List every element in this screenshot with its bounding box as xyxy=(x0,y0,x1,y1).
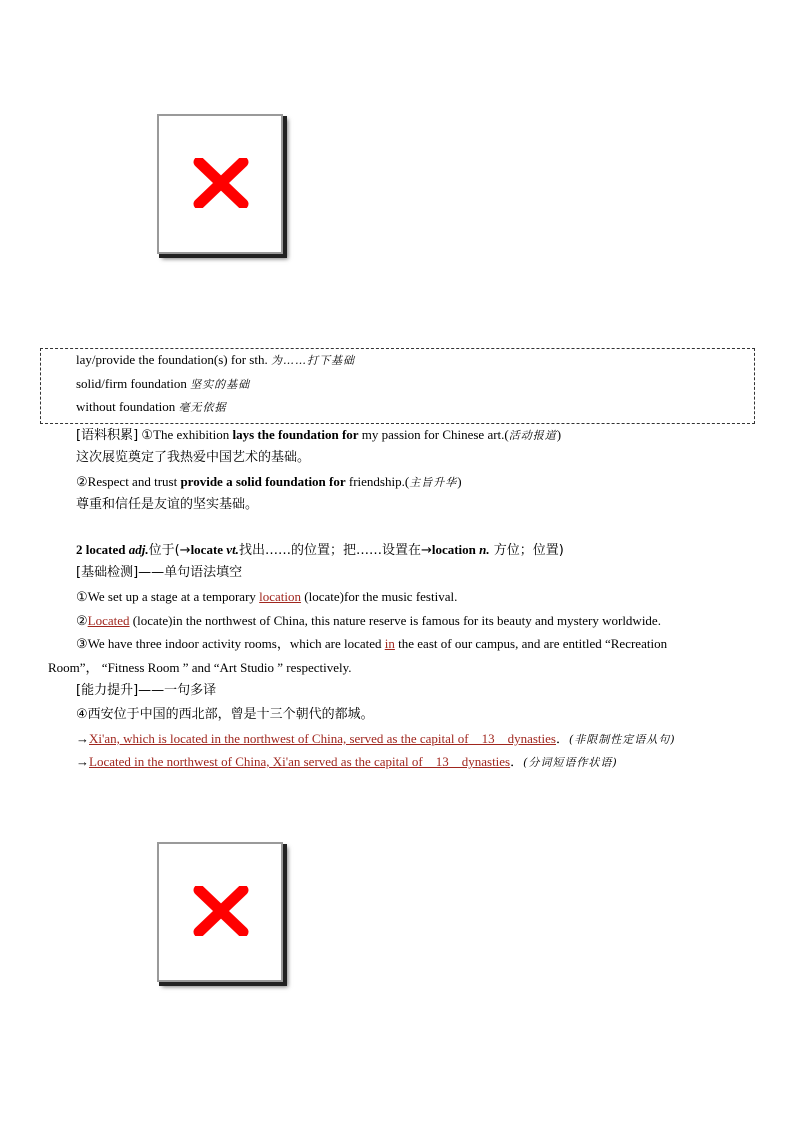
question-3: ③We have three indoor activity rooms，which are located in the east of our campus, and are entitled “Recreation xyxy=(76,636,668,651)
translation-1: →Xi'an, which is located in the northwest of China, served as the capital of 13 dynasties．(非限制性定语从句) xyxy=(76,731,676,746)
question-4: ④西安位于中国的西北部，曾是十三个朝代的都城。 xyxy=(76,707,374,722)
basic-test-label: [基础检测]——单句语法填空 xyxy=(76,565,243,580)
accumulation-translation-1: 这次展览奠定了我热爱中国艺术的基础。 xyxy=(76,450,311,465)
translation-2: →Located in the northwest of China, Xi'an served as the capital of 13 dynasties．(分词短语作状语) xyxy=(76,754,618,769)
phrase-line-2: solid/firm foundation 坚实的基础 xyxy=(76,376,251,391)
accumulation-example-2: ②Respect and trust provide a solid foundation for friendship.(主旨升华) xyxy=(76,474,462,489)
question-1: ①We set up a stage at a temporary location (locate)for the music festival. xyxy=(76,589,458,604)
phrase-line-1: lay/provide the foundation(s) for sth. 为……打下基础 xyxy=(76,352,355,367)
broken-image-icon xyxy=(193,158,249,208)
broken-image-icon xyxy=(193,886,249,936)
broken-image-bottom xyxy=(157,842,283,982)
accumulation-example-1: [语料积累] ①The exhibition lays the foundation for my passion for Chinese art.(活动报道) xyxy=(76,427,562,443)
broken-image-top xyxy=(157,114,283,254)
accumulation-translation-2: 尊重和信任是友谊的坚实基础。 xyxy=(76,497,259,512)
entry-heading: 2 located adj.位于(→locate vt.找出……的位置；把……设置在→location n. 方位；位置) xyxy=(76,542,564,558)
advanced-label: [能力提升]——一句多译 xyxy=(76,683,217,698)
phrase-line-3: without foundation 毫无依据 xyxy=(76,399,227,414)
question-3-continued: Room”， “Fitness Room ” and “Art Studio ” respectively. xyxy=(48,660,352,675)
question-2: ②Located (locate)in the northwest of China, this nature reserve is famous for its beauty and mystery worldwide. xyxy=(76,613,661,628)
